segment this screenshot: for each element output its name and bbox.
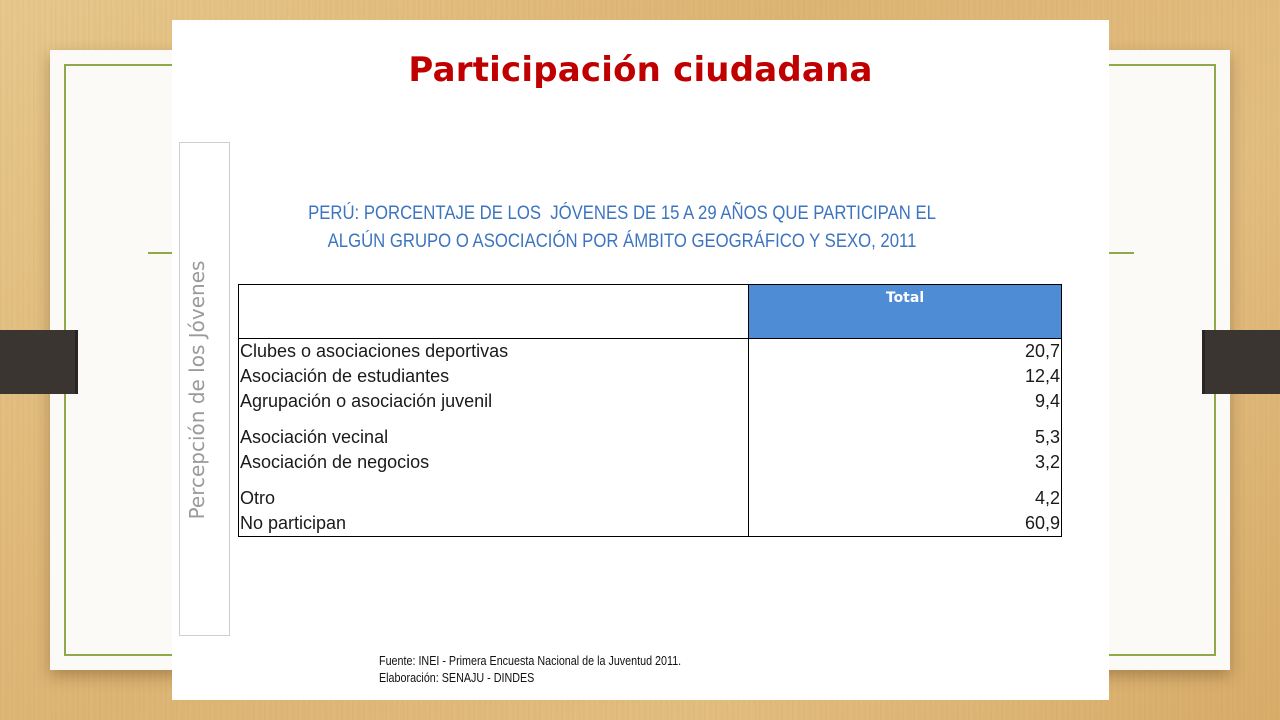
slide-title: Participación ciudadana (408, 50, 873, 90)
row-value: 5,3 (1034, 427, 1060, 447)
side-label: Percepción de los Jóvenes (185, 260, 209, 520)
table-header-empty-cell (239, 285, 749, 339)
row-value: 4,2 (1034, 488, 1060, 508)
row-spacer (749, 414, 1060, 425)
row-label: No participan (240, 513, 347, 533)
row-spacer (240, 414, 748, 425)
row-spacer (749, 475, 1060, 486)
row-value: 20,7 (1024, 341, 1060, 361)
table-labels-cell (239, 339, 749, 537)
binder-clip-left (0, 330, 78, 394)
row-label: Clubes o asociaciones deportivas (240, 341, 509, 361)
source-footnote (379, 653, 681, 687)
row-label: Asociación de estudiantes (240, 366, 450, 386)
slide-content (172, 20, 1109, 700)
row-value: 12,4 (1024, 366, 1060, 386)
row-value: 9,4 (1034, 391, 1060, 411)
binder-clip-right (1202, 330, 1280, 394)
table-values-cell (749, 339, 1062, 537)
row-label: Agrupación o asociación juvenil (240, 391, 493, 411)
row-label: Asociación de negocios (240, 452, 430, 472)
table-header-total: Total (749, 285, 1062, 339)
table-body-row (239, 339, 1062, 537)
row-label: Asociación vecinal (240, 427, 389, 447)
decorative-line-right (1106, 252, 1134, 254)
row-label: Otro (240, 488, 276, 508)
table-caption-line-2: ALGÚN GRUPO O ASOCIACIÓN POR ÁMBITO GEOGRÁFICO Y SEXO, 2011 (327, 231, 917, 252)
table-caption (279, 200, 965, 256)
table-caption-line-1: PERÚ: PORCENTAJE DE LOS JÓVENES DE 15 A 29 AÑOS QUE PARTICIPAN EL (308, 203, 936, 224)
table-header-row (239, 285, 1062, 339)
footnote-source: Fuente: INEI - Primera Encuesta Nacional de la Juventud 2011. (379, 654, 682, 668)
row-value: 60,9 (1024, 513, 1060, 533)
participation-table (238, 284, 1062, 537)
row-value: 3,2 (1034, 452, 1060, 472)
row-spacer (240, 475, 748, 486)
footnote-elaboration: Elaboración: SENAJU - DINDES (379, 671, 535, 685)
